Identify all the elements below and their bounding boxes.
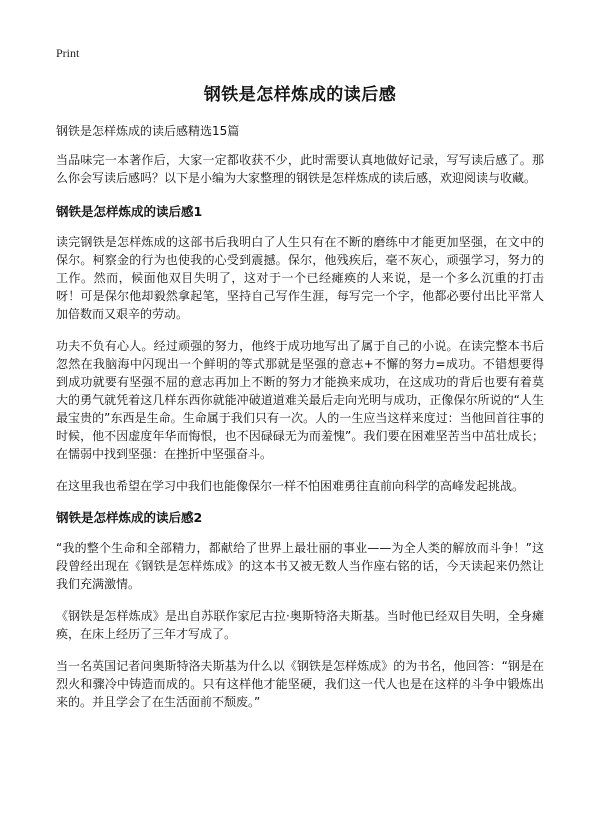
- print-label: Print: [56, 46, 80, 60]
- section-paragraph: 在这里我也希望在学习中我们也能像保尔一样不怕困难勇往直前向科学的高峰发起挑战。: [56, 479, 525, 493]
- section-paragraph: 《钢铁是怎样炼成》是出自苏联作家尼古拉·奥斯特洛夫斯基。当时他已经双目失明，全身瘫痪，在床上经历了三年才写成了。: [56, 609, 544, 641]
- intro-paragraph: 当品味完一本著作后，大家一定都收获不少，此时需要认真地做好记录，写写读后感了。那么你会写读后感吗？以下是小编为大家整理的钢铁是怎样炼成的读后感，欢迎阅读与收藏。: [56, 153, 544, 185]
- page-title: 钢铁是怎样炼成的读后感: [203, 85, 397, 105]
- section-heading: 钢铁是怎样炼成的读后感1: [56, 204, 203, 219]
- document-body: [56, 122, 544, 725]
- section-paragraph: 功夫不负有心人。经过顽强的努力，他终于成功地写出了属于自己的小说。在读完整本书后忽然在我脑海中闪现出一个鲜明的等式那就是坚强的意志+不懈的努力=成功。不错想要得到成功就要有坚强不屈的意志再加上不断的努力才能换来成功，在这成功的背后也要有着莫大的勇气就凭着这几样东西你就能冲破道道难关最后走向光明与成功，正像保尔所说的“人生最宝贵的”东西是生命。生命属于我们只有一次。人的一生应当这样来度过：当他回首往事的时候，他不因虚度年华而悔恨，也不因碌碌无为而羞愧”。我们要在困难坚苦当中茁壮成长；在懦弱中找到坚强：在挫折中坚强奋斗。: [56, 339, 544, 461]
- section-paragraph: “我的整个生命和全部精力，都献给了世界上最壮丽的事业——为全人类的解放而斗争！”这段曾经出现在《钢铁是怎样炼成》的这本书又被无数人当作座右铭的话，今天读起来仍然让我们充满激情。: [56, 541, 544, 591]
- section-paragraph: 读完钢铁是怎样炼成的这部书后我明白了人生只有在不断的磨练中才能更加坚强，在文中的保尔。柯察金的行为也使我的心受到震撼。保尔，他残疾后，毫不灰心，顽强学习，努力的工作。然而，候面他双目失明了，这对于一个已经瘫痪的人来说，是一个多么沉重的打击呀！可是保尔他却毅然拿起笔，坚持自己写作生涯，每写完一个字，他都必要付出比平常人加倍数而又艰辛的劳动。: [56, 235, 544, 321]
- section-1: [56, 203, 544, 495]
- section-2: [56, 509, 544, 711]
- document-subtitle: 钢铁是怎样炼成的读后感精选15篇: [56, 124, 240, 138]
- section-paragraph: 当一名英国记者问奥斯特洛夫斯基为什么以《钢铁是怎样炼成》的为书名，他回答：“钢是在烈火和骤冷中铸造而成的。只有这样他才能坚硬，我们这一代人也是在这样的斗争中锻炼出来的。并且学会了在生活面前不颓废。”: [56, 659, 544, 709]
- section-heading: 钢铁是怎样炼成的读后感2: [56, 510, 203, 525]
